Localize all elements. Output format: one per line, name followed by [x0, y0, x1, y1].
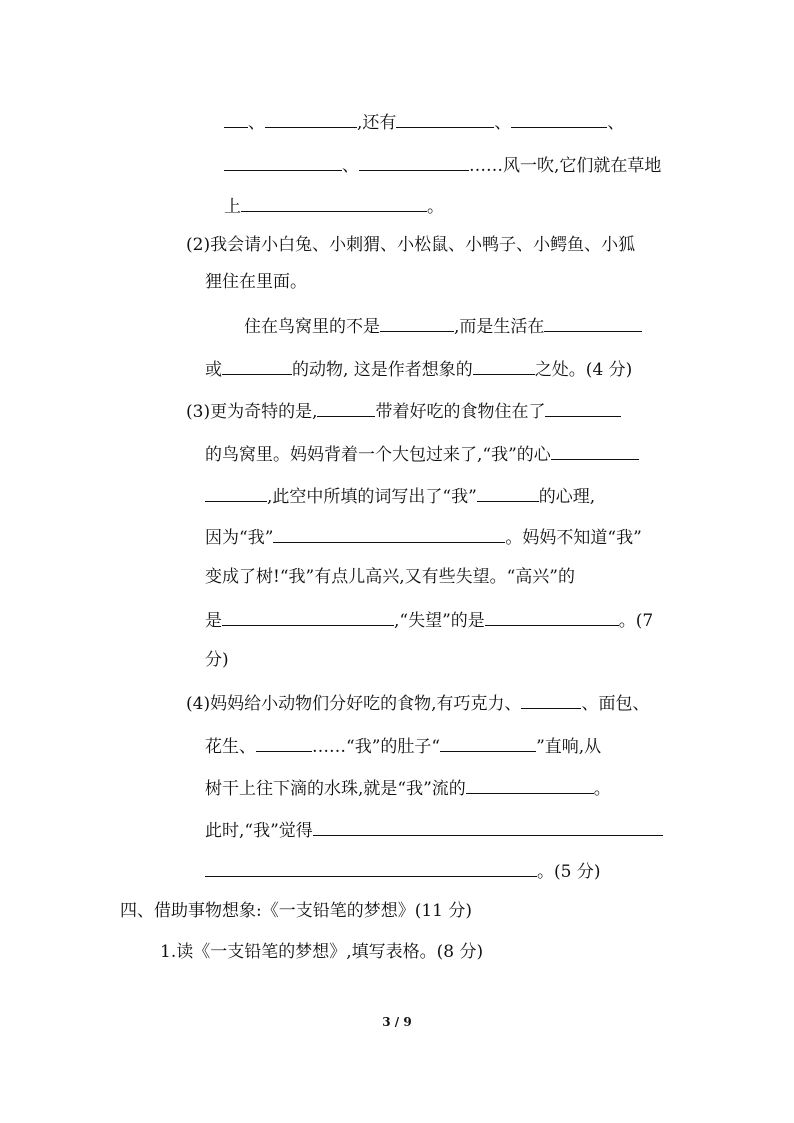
blank-field[interactable]: [273, 524, 505, 543]
blank-field[interactable]: [466, 775, 594, 794]
text-segment: 分): [205, 650, 229, 670]
blank-field[interactable]: [241, 193, 427, 212]
text-segment: 变成了树!“我”有点儿高兴,又有些失望。“高兴”的: [205, 567, 575, 587]
text-segment: 。(5 分): [537, 862, 601, 882]
blank-field[interactable]: [477, 483, 539, 502]
text-segment: ……“我”的肚子“: [312, 737, 441, 757]
text-segment: 、面包、: [581, 694, 650, 714]
text-segment: 树干上往下滴的水珠,就是“我”流的: [205, 779, 466, 799]
section-title: 四、借助事物想象:《一支铅笔的梦想》(11 分): [120, 901, 473, 921]
separator: 、: [494, 113, 512, 133]
text-segment: 。妈妈不知道“我”: [505, 528, 642, 548]
blank-field[interactable]: [317, 398, 375, 417]
text-segment: 住在鸟窝里的不是: [244, 317, 380, 337]
blank-field[interactable]: [521, 690, 581, 709]
section-4-heading: [120, 900, 472, 924]
page-number: 3 / 9: [382, 1015, 412, 1029]
text-segment: 此时,“我”觉得: [205, 821, 313, 841]
blank-field[interactable]: [511, 109, 607, 128]
question-3-line-6: [205, 607, 653, 631]
question-4-line-5: [205, 858, 600, 882]
blank-field[interactable]: [485, 607, 619, 626]
text-segment: 的动物, 这是作者想象的: [292, 360, 473, 380]
text-segment: 狸住在里面。: [205, 272, 307, 292]
question-2-line-4: [205, 356, 632, 380]
question-3-line-3: [205, 483, 595, 507]
text-segment: 或: [205, 360, 222, 380]
text-segment: 之处。(4 分): [534, 360, 633, 380]
text-segment: 。(7: [618, 611, 654, 631]
question-4-line-3: [205, 775, 611, 799]
blank-field[interactable]: [222, 356, 292, 375]
blank-field[interactable]: [473, 356, 535, 375]
blank-field[interactable]: [224, 109, 248, 128]
question-2-line-2: [205, 271, 307, 295]
question-3-line-7: [205, 649, 229, 673]
text-segment: 是: [205, 611, 222, 631]
separator: 、: [607, 113, 625, 133]
question-4-line-2: [205, 733, 601, 757]
question-3-line-5: [205, 566, 575, 590]
blank-field[interactable]: [545, 398, 621, 417]
text-segment: ……风一吹,它们就在草地: [469, 156, 662, 176]
fill-line-1: [224, 109, 624, 133]
question-4-line-1: [186, 690, 649, 714]
blank-field[interactable]: [359, 152, 469, 171]
blank-field[interactable]: [313, 817, 663, 836]
question-3-line-4: [205, 524, 642, 548]
blank-field[interactable]: [380, 313, 454, 332]
blank-field[interactable]: [544, 313, 642, 332]
fill-line-2: [224, 152, 661, 176]
blank-field[interactable]: [551, 441, 639, 460]
question-2-line-3: [244, 313, 642, 337]
text-segment: (2)我会请小白兔、小刺猬、小松鼠、小鸭子、小鳄鱼、小狐: [186, 235, 636, 255]
question-4-line-4: [205, 817, 663, 841]
text-segment: ,此空中所填的词写出了“我”: [267, 487, 477, 507]
text-segment: ,而是生活在: [454, 317, 545, 337]
text-segment: 。: [593, 779, 611, 799]
text-segment: 上: [224, 197, 241, 217]
text-segment: (4)妈妈给小动物们分好吃的食物,有巧克力、: [186, 694, 522, 714]
text-segment: 。: [427, 197, 444, 217]
fill-line-3: [224, 193, 444, 217]
separator: 、: [248, 113, 265, 133]
text-segment: ”直响,从: [536, 737, 602, 757]
text-segment: 因为“我”: [205, 528, 274, 548]
blank-field[interactable]: [222, 607, 394, 626]
text-segment: 带着好吃的食物住在了: [375, 402, 546, 422]
text-segment: ,还有: [357, 113, 397, 133]
section-4-item-1: [160, 941, 483, 965]
blank-field[interactable]: [265, 109, 357, 128]
text-segment: 的鸟窝里。妈妈背着一个大包过来了,“我”的心: [205, 445, 551, 465]
blank-field[interactable]: [256, 733, 312, 752]
question-3-line-1: [186, 398, 621, 422]
blank-field[interactable]: [440, 733, 536, 752]
question-3-line-2: [205, 441, 639, 465]
blank-field[interactable]: [205, 483, 267, 502]
text-segment: 的心理,: [538, 487, 596, 507]
question-2-line-1: [186, 234, 635, 258]
separator: 、: [342, 156, 359, 176]
text-segment: 花生、: [205, 737, 256, 757]
text-segment: ,“失望”的是: [394, 611, 485, 631]
item-text: 1.读《一支铅笔的梦想》,填写表格。(8 分): [160, 942, 484, 962]
blank-field[interactable]: [224, 152, 342, 171]
blank-field[interactable]: [205, 858, 537, 877]
text-segment: (3)更为奇特的是,: [186, 402, 318, 422]
blank-field[interactable]: [396, 109, 494, 128]
